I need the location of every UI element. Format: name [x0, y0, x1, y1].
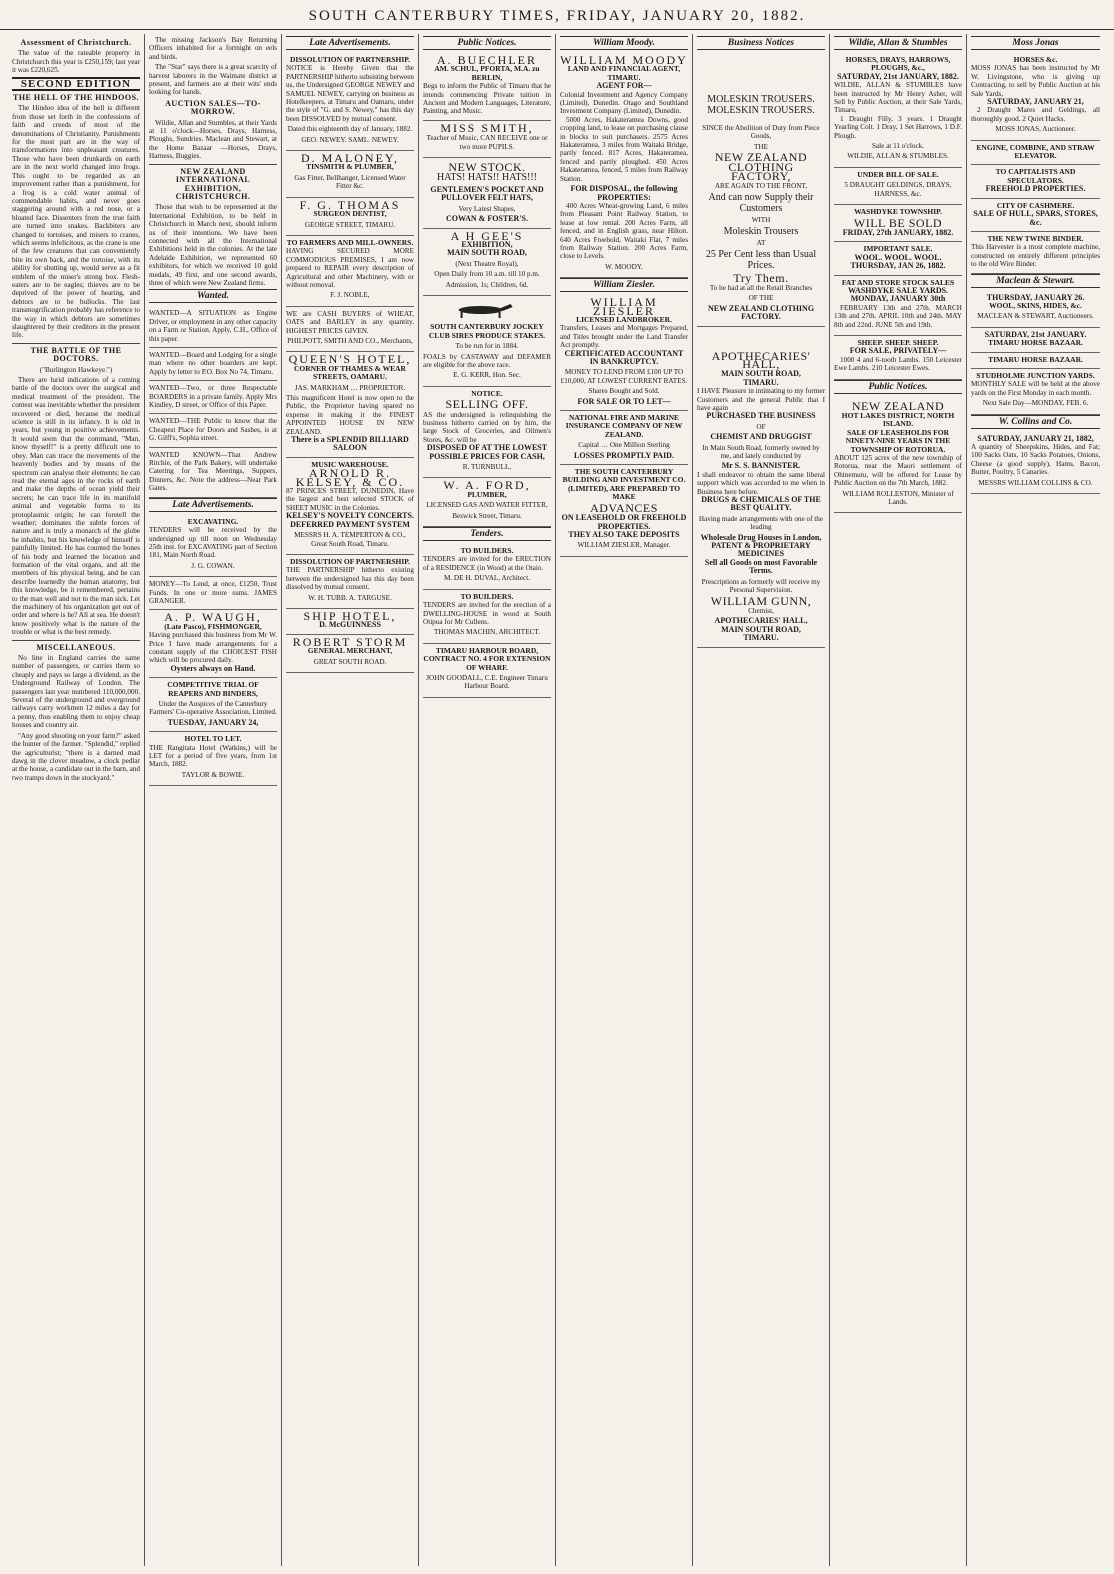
column-1: [8, 34, 145, 1566]
column-6: [693, 34, 830, 1566]
apothecaries-hall: APOTHECARIES' HALL,: [711, 348, 811, 371]
builders2-text: TENDERS are invited for the erection of a DWELLING-HOUSE in wood at South Otipua for Mr Cullens.: [423, 601, 551, 626]
business-notices-header: Business Notices: [697, 36, 825, 50]
gee-near: (Next Theatre Royal),: [455, 259, 519, 268]
wildie-signature: WILDIE, ALLAN & STUMBLES.: [847, 152, 949, 161]
harbour-signature: JOHN GOODALL, C.E. Engineer Timaru Harbour Board.: [426, 673, 548, 691]
turnbull: R. TURNBULL,: [462, 463, 512, 472]
hats: HATS! HATS!! HATS!!!: [437, 172, 537, 184]
queens-name: QUEEN'S HOTEL,: [288, 352, 412, 367]
nz-clothing: NEW ZEALAND CLOTHING: [707, 303, 815, 313]
new-zealand: NEW ZEALAND: [714, 150, 808, 165]
gunn-road: MAIN SOUTH ROAD,: [721, 624, 801, 634]
deposits: THEY ALSO TAKE DEPOSITS: [568, 529, 680, 539]
selling-off-ad: [423, 387, 551, 479]
auction-text: Wildie, Allan and Stumbles, at their Yards at 11 o'clock—Horses, Drays, Harness, Ploughs, Sundries. Maclean and Stewart, at the Home Bazaar —Horses, Drays, Harness, Buggies.: [149, 118, 277, 161]
moleskin-line-1: MOLESKIN TROUSERS.: [707, 94, 815, 105]
houses-text: Having made arrangements with one of the leading: [698, 514, 824, 532]
gee-sub: EXHIBITION,: [461, 239, 513, 249]
hull-title: SALE OF HULL, SPARS, STORES, &c.: [973, 209, 1098, 227]
gunn-timaru: TIMARU.: [743, 633, 779, 643]
obtain-text: I shall endeavor to obtain the same liberal support which was accorded to me when in Business here before.: [697, 470, 825, 496]
farmers-text: HAVING SECURED MORE COMMODIOUS PREMISES, I am now prepared to REPAIR every description of Agricultural and other Machinery, with or without removal.: [286, 247, 414, 289]
dissolution2-title: DISSOLUTION OF PARTNERSHIP.: [289, 556, 411, 566]
hotel-text: THE Rangitata Hotel (Watkins,) will be LET for a period of five years, from 1st March, 1882.: [149, 743, 277, 769]
gunn-sub: Chemist,: [748, 606, 774, 615]
ziesler-name: WILLIAM ZIESLER: [590, 295, 658, 318]
prices-text: Prices.: [747, 260, 775, 272]
ford-sub: PLUMBER,: [467, 489, 507, 499]
agent-for: AGENT FOR—: [596, 81, 652, 91]
cowan-foster: COWAN & FOSTER'S.: [445, 214, 528, 224]
jonas-items: 2 Draught Mares and Geldings, all thoroughly good. 2 Quiet Hacks.: [971, 106, 1100, 123]
to-let: FOR SALE OR TO LET—: [577, 396, 671, 406]
notice-title: NOTICE.: [471, 388, 503, 398]
patent-text: PATENT & PROPRIETARY MEDICINES: [711, 541, 811, 559]
moleskin-line-2: MOLESKIN TROUSERS.: [707, 105, 815, 117]
apothecaries-ad: [697, 347, 825, 648]
newspaper-columns: [8, 34, 1106, 1566]
latest-shapes: Very Latest Shapes,: [458, 204, 516, 213]
late-ads-header: Late Advertisements.: [286, 36, 414, 50]
exhibition-title: NEW ZEALAND INTERNATIONAL EXHIBITION, CHRISTCHURCH.: [175, 166, 251, 201]
wanted-ad: WANTED—Two, or three Respectable BOARDERS in a private family. Apply Mrs Kindley, D street, or Office of this Paper.: [149, 381, 277, 414]
engine-ad: [971, 141, 1100, 166]
storm-ad: [286, 635, 414, 673]
collins-date: SATURDAY, JANUARY 21, 1882,: [977, 433, 1094, 443]
wanted-ad: WANTED—A SITUATION as Engine Driver, or employment in any other capacity on a Farm or Station. Apply, C.H., Office of this paper.: [149, 306, 277, 348]
stock-sales-ad: [834, 276, 962, 336]
buechler-text: Begs to inform the Public of Timaru that he intends commencing Private tuition in Ancient and Modern Languages, Literature, Painting, and Music.: [423, 82, 551, 116]
wanted-ad: WANTED—Board and Lodging for a single man where no other boarders are kept. Apply by letter to P.O. Box No 74, Timaru.: [149, 348, 277, 381]
tenders-header: Tenders.: [423, 527, 551, 541]
sheep-title: SHEEP. SHEEP. SHEEP.: [857, 337, 939, 347]
smith-name: MISS SMITH,: [440, 120, 534, 135]
wanted-header: Wanted.: [149, 289, 277, 303]
hell-title: THE HELL OF THE HINDOOS.: [12, 93, 140, 103]
thomas-sub: SURGEON DENTIST,: [313, 209, 387, 219]
wool-skins: WOOL, SKINS, HIDES, &c.: [989, 300, 1082, 310]
late-header: Late Advertisements.: [149, 498, 277, 512]
discount-text: 25 Per Cent less than Usual: [705, 248, 817, 260]
column-4: [419, 34, 556, 1566]
horses-sale: HORSES &c.: [1013, 55, 1058, 64]
ford-name: W. A. FORD,: [443, 478, 531, 493]
divider: [12, 640, 140, 641]
edition-title: SECOND EDITION: [12, 77, 140, 91]
waugh-name: A. P. WAUGH,: [164, 610, 262, 625]
bazaar-title: TIMARU HORSE BAZAAR.: [988, 338, 1083, 348]
battle-title: THE BATTLE OF THE DOCTORS.: [30, 345, 122, 364]
dissolution-ad: [286, 53, 414, 151]
spacer: [697, 327, 825, 347]
monthly-text: MONTHLY SALE will be held at the above yards on the First Monday in each month.: [971, 380, 1100, 397]
dissolution2-signature: W. H. TUBB. A. TARGUSE.: [308, 593, 392, 602]
prescriptions-text: Prescriptions as formerly will receive my Personal Supervision.: [701, 577, 821, 595]
rolleston-signature: WILLIAM ROLLESTON, Minister of Lands.: [842, 489, 954, 507]
draught-text: 5 DRAUGHT GELDINGS, DRAYS, HARNESS, &c.: [844, 181, 952, 198]
machin-signature: THOMAS MACHIN, ARCHITECT.: [433, 628, 541, 637]
collins-signature: MESSRS WILLIAM COLLINS & CO.: [978, 478, 1093, 487]
storm-sub: GENERAL MERCHANT,: [307, 646, 393, 656]
storm-name: ROBERT STORM: [292, 634, 408, 649]
thomas-name: F. G. THOMAS: [299, 197, 401, 212]
hot-lakes-ad: [834, 397, 962, 514]
national-insurance-ad: [560, 411, 688, 465]
smith-ad: [423, 121, 551, 158]
gunn-hall: APOTHECARIES' HALL,: [714, 616, 808, 626]
of-text: OF: [756, 422, 766, 431]
items-list: 1 Draught Filly, 3 years. 1 Draught Yearling Colt. 1 Dray, 1 Set Harrows, 1 D.F. Plough.: [834, 114, 962, 140]
column-5: [556, 34, 693, 1566]
losses: LOSSES PROMPTLY PAID.: [574, 450, 674, 460]
jonas-signature: MOSS JONAS, Auctioneer.: [995, 125, 1076, 134]
news-item: The "Star" says there is a great scarcity of harvest laborers in the Waimate district at present, and farmers are at their wits' ends looking for hands.: [149, 63, 277, 97]
bill-of-sale-ad: [834, 168, 962, 205]
maloney-text: Gas Fitter, Bellhanger, Licensed Water Fitter &c.: [294, 173, 406, 191]
ziesler-header: William Ziesler.: [560, 278, 688, 292]
masthead: SOUTH CANTERBURY TIMES, FRIDAY, JANUARY 20, 1882.: [0, 0, 1114, 30]
column-2: [145, 34, 282, 1566]
cashmere-title: CITY OF CASHMERE.: [996, 200, 1075, 210]
ziesler-text: Transfers, Leases and Mortgages Prepared, and Titles brought under the Land Transfer Act promptly.: [560, 324, 688, 350]
assessment-title: Assessment of Christchurch.: [20, 38, 132, 47]
customers-text: Customers: [739, 203, 783, 215]
wildie-text: WILDIE, ALLAN & STUMBLES have been instructed by Mr Henry Asher, will Sell by Public Auction, at their Sale Yards, Timaru,: [834, 81, 962, 115]
wheat-ad: [286, 307, 414, 353]
wholesale-text: Wholesale Drug Houses in London,: [700, 532, 822, 542]
bannister: Mr S. S. BANNISTER.: [721, 461, 801, 471]
maloney-name: D. MALONEY,: [300, 151, 400, 166]
exhibition-text: Those that wish to be represented at the International Exhibition, to be held in Christchurch in March next, should inform us of their intentions. We have been connected with all the International Exhibitions held in the colonies. At the late Adelaide Exhibition, we represented 60 exhibitors, for which we received 10 gold medals, 49 first, and one second awards, three of which were New Zealand firms.: [149, 203, 277, 287]
spacer: [697, 53, 825, 73]
factory-text: FACTORY.: [741, 312, 781, 322]
leaseholds: SALE OF LEASEHOLDS FOR NINETY-NINE YEARS IN THE TOWNSHIP OF ROTORUA.: [845, 427, 951, 454]
trial-ad: [149, 678, 277, 732]
maclean-signature: MACLEAN & STEWART, Auctioneers.: [977, 312, 1094, 321]
ford-ad: [423, 478, 551, 527]
in-main-text: In Main South Road, formerly owned by me, and lately conducted by: [702, 443, 820, 460]
building-society-ad: [560, 465, 688, 557]
saturday-21: SATURDAY, 21st JANUARY.: [984, 329, 1087, 339]
auction-title: AUCTION SALES—TO-MORROW.: [165, 98, 261, 117]
music-title: MUSIC WAREHOUSE.: [311, 459, 389, 469]
excavating-text: TENDERS will be received by the undersigned up till noon on Wednesday 25th inst. for EXCAVATING part of Section 181, Main North Road.: [149, 526, 277, 560]
bazaar2-title: TIMARU HORSE BAZAAR.: [988, 354, 1083, 364]
builders-signature: M. DE H. DUVAL, Architect.: [443, 574, 531, 583]
dissolution-signature: GEO. NEWEY. SAML. NEWEY.: [301, 135, 399, 144]
queens-hotel-ad: [286, 352, 414, 457]
properties-list: 400 Acres Wheat-growing Land, 6 miles from Pleasant Point Railway Station, to lease at low rental. 200 Acres Farm, all fenced, and in English grass, near Hilton. 640 Acres Freehold, Waitaki Flat, 7 miles from Railway Station. 200 Acres Farm, close to Levels.: [560, 201, 688, 261]
kelsey-text: 87 PRINCES STREET, DUNEDIN, Have the largest and best selected STOCK of SHEET MUSIC in the Colonies.: [286, 487, 414, 512]
ziesler-sub: LICENSED LANDBROKER.: [576, 314, 672, 324]
dissolution-date: Dated this eighteenth day of January, 1882.: [287, 125, 413, 134]
trial-text: Under the Auspices of the Canterbury Farmers' Co-operative Association, Limited.: [149, 700, 277, 717]
maclean-thursday: THURSDAY, JANUARY 26.: [986, 292, 1085, 302]
main-south-road: MAIN SOUTH ROAD,: [721, 369, 801, 379]
washdyke-ad: [834, 205, 962, 242]
hotel-ad: [149, 732, 277, 786]
drugs-text: DRUGS & CHEMICALS OF THE BEST QUALITY.: [701, 495, 821, 513]
new-stock: NEW STOCK.: [448, 160, 526, 175]
dissolution-title: DISSOLUTION OF PARTNERSHIP.: [289, 55, 411, 64]
moody-signature: W. MOODY.: [605, 262, 643, 271]
divider: [12, 343, 140, 344]
jonas-header: Moss Jonas: [971, 36, 1100, 50]
gee-exhibition-ad: [423, 229, 551, 296]
public-notices-header-2: Public Notices.: [834, 380, 962, 394]
kelsey-agents: MESSRS H. A. TEMPERTON & CO., Great South Road, Timaru.: [294, 531, 406, 548]
waugh-ad: [149, 610, 277, 678]
thomas-ad: [286, 198, 414, 236]
farmers-title: TO FARMERS AND MILL-OWNERS.: [286, 237, 414, 247]
column-7: [830, 34, 967, 1566]
maclean-header: Maclean & Stewart.: [971, 274, 1100, 288]
front-text: ARE AGAIN TO THE FRONT,: [714, 182, 808, 191]
engine-title: ENGINE, COMBINE, AND STRAW ELEVATOR.: [976, 142, 1095, 161]
wheat-signature: PHILPOTT, SMITH AND CO., Merchants,: [287, 336, 413, 345]
retail-text: To be had at all the Retail Branches: [709, 283, 813, 292]
washdyke-yards: WASHDYKE SALE YARDS.: [847, 285, 949, 295]
of-the-text: OF THE: [748, 294, 774, 303]
maloney-sub: TINSMITH & PLUMBER,: [306, 162, 394, 172]
rotorua-text: ABOUT 125 acres of the new township of Rotorua, near the Maori settlement of Ohinemutu, will be offered for Lease by Public Auction on the 7th March, 1882.: [834, 454, 962, 488]
harbour-title: TIMARU HARBOUR BOARD,: [435, 645, 539, 655]
hell-text: The Hindoo idea of the hell is different from those set forth in the confessions of faith and creeds of most of the denominations of Christianity. Punishments for the most part are in the way of transformations into unpleasant creatures. Those who have been drunkards on earth are in the next world changed into frogs. This ought to be regarded as an improvement rather than a punishment, for a frog is a cold water animal of commendable habits, and never goes staggering around with a red nose, or a bloated face. Dissenters from the true faith are turned into snakes. Backbiters are changed to tortoises, and misers to cranes, which seems infelicitous, as the crane is one of the few creatures that can conveniently bite its own back, and the tortoise, with its ability for shutting up, would serve as a fit emblem of the miser's strong box. Flesh-eaters are to be eagles; thieves are to be deprived of the power of hearing, and debtors are to be bullocks. The last transmogrification probably has reference to the way in which debtors are sometimes slaughtered by their creditors in the present life.: [12, 104, 140, 340]
builders-text: TENDERS are invited for the ERECTION of a RESIDENCE (in Wood) at the Otaio.: [423, 555, 551, 572]
leasehold: ON LEASEHOLD OR FREEHOLD PROPERTIES.: [561, 513, 687, 531]
twine-title: THE NEW TWINE BINDER.: [987, 233, 1084, 243]
selling-text: AS the undersigned is relinquishing the business hitherto carried on by him, the large Stock of Groceries, and Oilmen's Stores, &c. will be: [423, 410, 551, 444]
kelsey-name: ARNOLD R. KELSEY, & CO.: [295, 466, 405, 489]
hot-lakes: HOT LAKES DISTRICT, NORTH ISLAND.: [841, 411, 955, 429]
sale-dates: FEBRUARY 13th and 27th. MARCH 13th and 27th. APRIL 10th and 24th. MAY 8th and 22nd. JUNE 5th and 19th.: [834, 303, 962, 329]
twine-binder-ad: [971, 232, 1100, 274]
wool-sale-ad: [834, 242, 962, 275]
wanted-ad: WANTED—THE Public to know that the Cheapest Place for Doors and Sashes, is at G. Gilfl's, Sophia street.: [149, 414, 277, 447]
jonas-text: MOSS JONAS has been instructed by Mr W. Livingstone, who is giving up Contracting, to sell by Public Auction at his Sale Yards,: [971, 64, 1100, 98]
national-title: NATIONAL FIRE AND MARINE INSURANCE COMPANY OF NEW ZEALAND.: [565, 413, 683, 439]
wildie-horses-ad: [834, 53, 962, 168]
jonas-saturday: SATURDAY, JANUARY 21,: [987, 97, 1084, 107]
gee-open: Open Daily from 10 a.m. till 10 p.m.: [434, 270, 540, 279]
buechler-name: A. BUECHLER: [437, 53, 537, 67]
shares: Shares Bought and Sold.: [588, 387, 660, 396]
with-text: WITH: [751, 216, 771, 225]
money-ad: MONEY—To Lend, at once, £1250, Trust Funds. In one or more sums. JAMES GRANGER.: [149, 577, 277, 610]
excavating-title: EXCAVATING.: [187, 516, 239, 526]
trial-date: TUESDAY, JANUARY 24,: [167, 717, 259, 727]
public-notices-header: Public Notices.: [423, 36, 551, 50]
smith-text: Teacher of Music, CAN RECEIVE one or two more PUPILS.: [426, 134, 548, 151]
jockey-text: To be run for in 1884.: [455, 342, 519, 351]
clothing-factory-ad: [697, 119, 825, 327]
kelsey-concerts: KELSEY'S NOVELTY CONCERTS.: [286, 511, 414, 521]
ford-address: Beswick Street, Timaru.: [452, 511, 522, 520]
gee-road: MAIN SOUTH ROAD,: [447, 248, 527, 258]
contract-title: CONTRACT NO. 4 FOR EXTENSION OF WHARF.: [423, 654, 551, 672]
gee-admission: Admission, 1s; Children, 6d.: [445, 280, 529, 289]
the-text: THE: [754, 142, 768, 151]
bazaar-ad: [971, 328, 1100, 353]
important-sale: IMPORTANT SALE.: [863, 244, 933, 254]
capitalists-title: TO CAPITALISTS AND SPECULATORS.: [995, 167, 1076, 185]
queens-proprietor: JAS. MARKHAM … PROPRIETOR.: [294, 383, 406, 392]
moleskin-trousers: Moleskin Trousers: [723, 225, 799, 237]
felt-hats: GENTLEMEN'S POCKET AND PULLOVER FELT HATS,: [430, 184, 544, 203]
storm-address: GREAT SOUTH ROAD.: [313, 657, 387, 666]
farmers-ad: [286, 236, 414, 307]
fat-title: FAT AND STORE STOCK SALES: [841, 277, 955, 287]
dissolution2-text: THE PARTNERSHIP hitherto existing between the undersigned has this day been dissolved by mutual consent.: [286, 566, 414, 592]
builders2-ad: [423, 590, 551, 644]
land-list: 5000 Acres, Hakateramea Downs, good cropping land, to lease on purchasing clause in blocks to suit purchasers. 2575 Acres Hakateramea, 3 miles from Waitaki Bridge, partly fenced. 817 Acres, Hakateramea, fenced and partly ploughed. 450 Acres Hakateramea, fenced, 5 miles from Railway Station.: [560, 115, 688, 183]
collins-ad: [971, 432, 1100, 494]
wildie-header: Wildie, Allan & Stumbles: [834, 36, 962, 50]
sheep-ad: [834, 336, 962, 380]
ziesler-signature: WILLIAM ZIESLER, Manager.: [577, 541, 671, 550]
moody-ad: [560, 53, 688, 278]
agent-text: Colonial Investment and Agency Company (Limited), Dunedin. Otago and Southland Investment Company (Limited), Dunedin.: [560, 90, 688, 116]
privately: FOR SALE, PRIVATELY—: [849, 346, 947, 356]
collins-header: W. Collins and Co.: [971, 415, 1100, 429]
misc-title: MISCELLANEOUS.: [36, 642, 116, 652]
battle-source: ("Burlington Hawkeye."): [39, 365, 113, 374]
horses-title: HORSES, DRAYS, HARROWS, PLOUGHS, &c.,: [845, 55, 951, 73]
column-3: [282, 34, 419, 1566]
jockey-club-ad: [423, 296, 551, 387]
advances: ADVANCES: [590, 500, 658, 515]
farmers-signature: F. J. NOBLE,: [330, 291, 370, 300]
maloney-ad: [286, 151, 414, 198]
money-lend: MONEY TO LEND FROM £100 UP TO £10,000, AT LOWEST CURRENT RATES.: [560, 368, 688, 385]
dissolution2-ad: [286, 555, 414, 609]
queens-billiard: There is a SPLENDID BILLIARD SALOON: [291, 435, 409, 453]
disposal-title: FOR DISPOSAL, the following PROPERTIES:: [570, 184, 678, 202]
will-be-sold: WILL BE SOLD: [853, 215, 943, 230]
sc-agency: THE SOUTH CANTERBURY BUILDING AND INVESTMENT CO. (LIMITED), ARE PREPARED TO MAKE: [562, 467, 686, 502]
since-text: SINCE the Abolition of Duty from Piece Goods,: [702, 123, 820, 141]
accountant: CERTIFICATED ACCOUNTANT IN BANKRUPTCY.: [564, 348, 684, 366]
queens-sub: CORNER OF THAMES & WEAR STREETS, OAMARU.: [294, 363, 406, 382]
hotel-title: HOTEL TO LET.: [184, 734, 242, 744]
gee-name: A H GEE'S: [450, 228, 524, 243]
next-sale: Next Sale Day—MONDAY, FEB. 6.: [982, 399, 1089, 408]
at-text: AT: [756, 239, 766, 248]
twine-text: This Harvester is a most complete machine, constructed on entirely different principles to the old Wire Binder.: [971, 243, 1100, 269]
queens-text: This magnificent Hotel is now open to the Public, the Proprietor having spared no expense in making it the FINEST APPOINTED HOUSE IN NEW ZEALAND.: [286, 394, 414, 436]
capitalists-ad: [971, 165, 1100, 198]
assessment-text: The value of the rateable property in Christchurch this year is £250,159; last year it was £220,625.: [12, 49, 140, 75]
nz-hot: NEW ZEALAND: [851, 398, 945, 413]
moody-header: William Moody.: [560, 36, 688, 50]
foals-signature: E. G. KERR, Hon. Sec.: [453, 371, 521, 380]
deferred-payment: DEFERRED PAYMENT SYSTEM: [290, 519, 410, 529]
ship-name: SHIP HOTEL,: [303, 608, 397, 623]
disposed: DISPOSED OF AT THE LOWEST POSSIBLE PRICES FOR CASH,: [426, 443, 548, 461]
excavating-ad: [149, 515, 277, 577]
builders-ad: [423, 544, 551, 590]
trial-title: COMPETITIVE TRIAL OF REAPERS AND BINDERS,: [167, 680, 259, 698]
thursday-date: THURSDAY, JAN 26, 1882.: [850, 261, 946, 271]
misc-text: No line in England carries the same number of passengers, or carries them so cheaply and pays so large a dividend, as the Underground Railway of London. The passengers last year numbered 110,000,000. Several of the underground and overground railways carry workmen 12 miles a day for a penny, thus enabling them to enjoy cheap houses and country air.: [12, 654, 140, 730]
hotel-signature: TAYLOR & BOWIE.: [181, 770, 245, 779]
chemist-text: CHEMIST AND DRUGGIST: [710, 432, 812, 442]
sale-time: Sale at 11 o'clock.: [871, 142, 925, 151]
cashmere-ad: [971, 199, 1100, 232]
capital: Capital … One Million Sterling: [578, 441, 670, 450]
timaru: TIMARU.: [743, 377, 779, 387]
studholme-ad: [971, 369, 1100, 415]
racehorse-illustration: [423, 302, 538, 318]
mcguinness: D. McGUINNESS: [319, 620, 381, 630]
ford-text: LICENSED GAS AND WATER FITTER,: [426, 501, 548, 510]
bazaar2-ad: [971, 353, 1100, 369]
column-8: [967, 34, 1104, 1566]
intimate-text: I HAVE Pleasure in intimating to my former Customers and the general Public that I have again: [697, 387, 825, 412]
wool-text: WOOL. WOOL. WOOL.: [854, 252, 942, 262]
foals-text: FOALS by CASTAWAY and DEFAMER are eligible for the above race.: [423, 352, 551, 369]
harbour-ad: [423, 644, 551, 698]
oysters: Oysters always on Hand.: [170, 663, 256, 673]
jockey-title: SOUTH CANTERBURY JOCKEY CLUB SIRES PRODUCE STAKES.: [428, 322, 546, 340]
sheep-list: 1000 4 and 6-tooth Lambs. 150 Leicester Ewe Lambs. 210 Leicester Ewes.: [834, 355, 962, 373]
saturday-date: SATURDAY, 21st JANUARY, 1882.: [837, 71, 959, 81]
waugh-sub: (Late Pasco), FISHMONGER,: [164, 621, 262, 631]
wanted-ad: WANTED KNOWN—That Andrew Ritchie, of the Park Bakery, will undertake Catering for Tea Meetings, Suppers, Dinners, &c. Note the address—Near Park Gates.: [149, 448, 277, 498]
ziesler-ad: [560, 295, 688, 411]
jonas-horses-ad: [971, 53, 1100, 141]
waugh-text: Having purchased this business from Mr W. Price I have made arrangements for a constant supply of the CHOICEST FISH which will be procured daily.: [149, 631, 277, 665]
misc-text-2: "Any good shooting on your farm?" asked the hunter of the farmer. "Splendid," replied the agriculturist; "there is a darned mad dawg in the clover meadow, a clock pedlar at the house, a candidate out in the barn, and two tramps down in the stockyard.": [12, 731, 140, 782]
builders2-title: TO BUILDERS.: [460, 591, 514, 601]
wheat-text: WE are CASH BUYERS of WHEAT, OATS and BARLEY in any quantity. HIGHEST PRICES GIVEN.: [286, 309, 414, 335]
washdyke-title: WASHDYKE TOWNSHIP.: [854, 207, 942, 217]
ship-hotel-ad: [286, 609, 414, 635]
gunn-name: WILLIAM GUNN,: [710, 593, 812, 608]
moody-name: WILLIAM MOODY: [560, 53, 688, 67]
builders-title: TO BUILDERS.: [460, 546, 514, 556]
try-them: Try Them.: [733, 270, 789, 285]
clothing-factory: CLOTHING FACTORY,: [728, 160, 794, 183]
supply-text: And can now Supply their: [708, 191, 814, 203]
spacer: [697, 73, 825, 93]
battle-text: There are lurid indications of a coming battle of the doctors over the surgical and medical treatment of the president. The contest was inevitable whether the president recovered or died, because the medical science is still in its infancy. It is old in years, but young in positive achievements. It would seem that the command, "Man, know thyself!" is a pretty difficult one to obey. Man can trace the movements of the heavenly bodies and by means of the spectrum can analyse their elements; he can read the eternal ages in the rocks of earth and make the depths of ocean yield their secrets; he can trace life in its manifold animal and vegetable forms to its protoplasmic origin; he can foretell the weather; dominates the subtle forces of nature and is truly a monarch of the globe he inhabits, but his knowledge of himself is painfully limited. He has counted the bones of his body and learned the location and formation of the vital organs, and all the members of his physical being, and he can describe learnedly the human anatomy, but this knowledge, be it remembered, pertains to the man well and not to the man sick. Let the machinery of his organization get out of order and where is he? All at sea. He doesn't know positively what is the nature of the trouble or what is the best remedy.: [12, 376, 140, 637]
excavating-signature: J. G. COWAN.: [191, 561, 235, 570]
music-ad: [286, 458, 414, 555]
news-item: The missing Jackson's Bay Returning Officers inhabited for a fortnight on eels and birds.: [149, 36, 277, 61]
thomas-address: GEORGE STREET, TIMARU.: [304, 220, 396, 229]
terms-text: Sell all Goods on most Favorable Terms.: [704, 557, 818, 576]
collins-text: A quantity of Sheepskins, Hides, and Fat; 100 Sacks Oats, 10 Sacks Potatoes, Onions, Cheese (a good supply), Hams, Bacon, Butter, Poultry, 5 Canaries.: [971, 443, 1100, 477]
maclean-ad: [971, 291, 1100, 328]
buechler-sub: AM. SCHUL, PFORTA, M.A. zu BERLIN,: [434, 64, 540, 82]
monday-date: MONDAY, JANUARY 30th: [850, 294, 946, 304]
dissolution-text: NOTICE is Hereby Given that the PARTNERSHIP hitherto subsisting between us, the Undersigned GEORGE NEWEY and SAMUEL NEWEY, carrying on business as Hotelkeepers, at Timaru and Oamaru, under the style of "G. and S. Newey," has this day been DISSOLVED by mutual consent.: [286, 64, 414, 123]
friday-date: FRIDAY, 27th JANUARY, 1882.: [842, 227, 954, 237]
divider: [149, 164, 277, 165]
studholme-title: STUDHOLME JUNCTION YARDS.: [976, 370, 1095, 380]
freehold-title: FREEHOLD PROPERTIES.: [985, 184, 1086, 194]
hats-ad: [423, 158, 551, 228]
bill-title: UNDER BILL OF SALE.: [857, 169, 939, 179]
selling-off: SELLING OFF.: [445, 397, 529, 412]
buechler-ad: [423, 53, 551, 121]
purchased-text: PURCHASED THE BUSINESS: [706, 411, 816, 421]
moody-sub: LAND AND FINANCIAL AGENT, TIMARU.: [567, 64, 681, 82]
